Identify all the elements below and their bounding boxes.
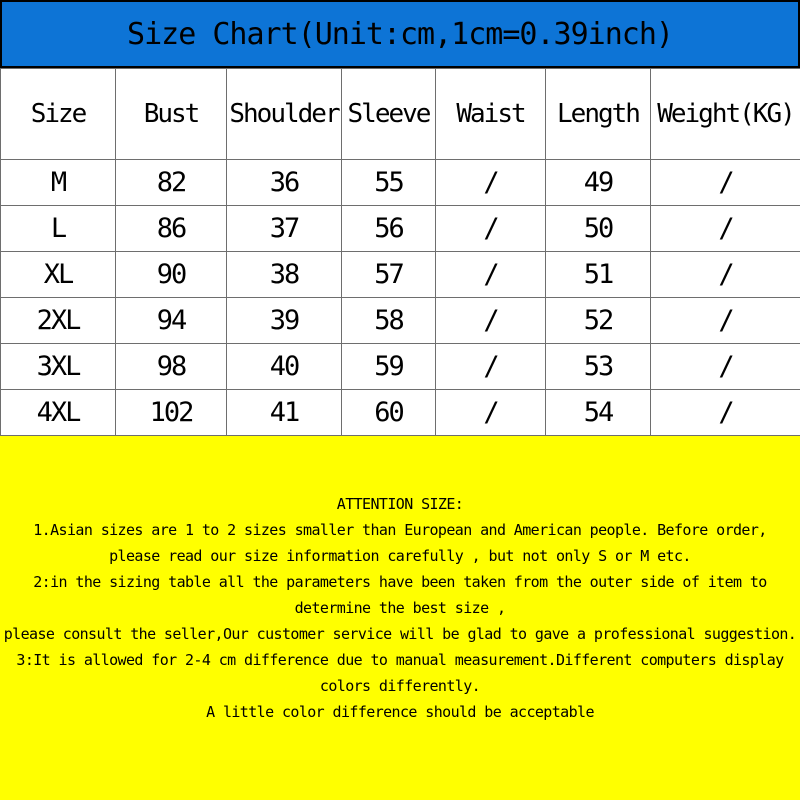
cell-size: L bbox=[1, 206, 116, 252]
cell-shoulder: 37 bbox=[227, 206, 342, 252]
header-waist: Waist bbox=[436, 69, 546, 160]
cell-bust: 94 bbox=[116, 298, 227, 344]
size-chart-banner bbox=[0, 0, 800, 68]
cell-length: 52 bbox=[546, 298, 651, 344]
table-row bbox=[1, 298, 800, 344]
cell-length: 53 bbox=[546, 344, 651, 390]
cell-size: 4XL bbox=[1, 390, 116, 436]
header-size: Size bbox=[1, 69, 116, 160]
cell-weight: / bbox=[651, 390, 800, 436]
cell-sleeve: 57 bbox=[342, 252, 436, 298]
cell-sleeve: 60 bbox=[342, 390, 436, 436]
cell-waist: / bbox=[436, 206, 546, 252]
header-shoulder: Shoulder bbox=[227, 69, 342, 160]
notice-line: A little color difference should be acceptable bbox=[206, 703, 594, 721]
cell-waist: / bbox=[436, 344, 546, 390]
table-header-row bbox=[1, 69, 800, 160]
header-bust: Bust bbox=[116, 69, 227, 160]
attention-notice bbox=[0, 435, 800, 800]
header-weight: Weight(KG) bbox=[651, 69, 800, 160]
cell-shoulder: 41 bbox=[227, 390, 342, 436]
cell-bust: 82 bbox=[116, 160, 227, 206]
cell-weight: / bbox=[651, 206, 800, 252]
cell-bust: 86 bbox=[116, 206, 227, 252]
notice-text-block bbox=[0, 491, 800, 725]
cell-weight: / bbox=[651, 160, 800, 206]
cell-size: M bbox=[1, 160, 116, 206]
cell-weight: / bbox=[651, 298, 800, 344]
cell-sleeve: 58 bbox=[342, 298, 436, 344]
table-row bbox=[1, 344, 800, 390]
cell-size: 3XL bbox=[1, 344, 116, 390]
cell-length: 49 bbox=[546, 160, 651, 206]
notice-line: 2:in the sizing table all the parameters have been taken from the outer side of item to bbox=[33, 573, 767, 591]
cell-weight: / bbox=[651, 344, 800, 390]
size-table bbox=[0, 68, 800, 436]
table-row bbox=[1, 390, 800, 436]
notice-line: colors differently. bbox=[319, 677, 481, 695]
notice-line: 3:It is allowed for 2-4 cm difference due to manual measurement.Different computers display bbox=[16, 651, 784, 669]
cell-size: XL bbox=[1, 252, 116, 298]
notice-line: determine the best size , bbox=[294, 599, 506, 617]
cell-bust: 102 bbox=[116, 390, 227, 436]
notice-heading: ATTENTION SIZE: bbox=[336, 495, 464, 513]
cell-sleeve: 59 bbox=[342, 344, 436, 390]
size-chart-title: Size Chart(Unit:cm,1cm=0.39inch) bbox=[127, 16, 673, 52]
cell-shoulder: 39 bbox=[227, 298, 342, 344]
cell-shoulder: 38 bbox=[227, 252, 342, 298]
table-row bbox=[1, 252, 800, 298]
cell-length: 51 bbox=[546, 252, 651, 298]
cell-size: 2XL bbox=[1, 298, 116, 344]
cell-length: 54 bbox=[546, 390, 651, 436]
cell-sleeve: 55 bbox=[342, 160, 436, 206]
cell-waist: / bbox=[436, 298, 546, 344]
table-row bbox=[1, 160, 800, 206]
cell-waist: / bbox=[436, 390, 546, 436]
cell-bust: 90 bbox=[116, 252, 227, 298]
cell-weight: / bbox=[651, 252, 800, 298]
cell-bust: 98 bbox=[116, 344, 227, 390]
cell-waist: / bbox=[436, 252, 546, 298]
header-length: Length bbox=[546, 69, 651, 160]
cell-length: 50 bbox=[546, 206, 651, 252]
cell-shoulder: 40 bbox=[227, 344, 342, 390]
notice-line: please consult the seller,Our customer service will be glad to gave a professional suggestion. bbox=[3, 625, 797, 643]
notice-line: please read our size information carefully , but not only S or M etc. bbox=[109, 547, 691, 565]
cell-waist: / bbox=[436, 160, 546, 206]
cell-shoulder: 36 bbox=[227, 160, 342, 206]
header-sleeve: Sleeve bbox=[342, 69, 436, 160]
notice-line: 1.Asian sizes are 1 to 2 sizes smaller than European and American people. Before order, bbox=[33, 521, 767, 539]
cell-sleeve: 56 bbox=[342, 206, 436, 252]
table-row bbox=[1, 206, 800, 252]
